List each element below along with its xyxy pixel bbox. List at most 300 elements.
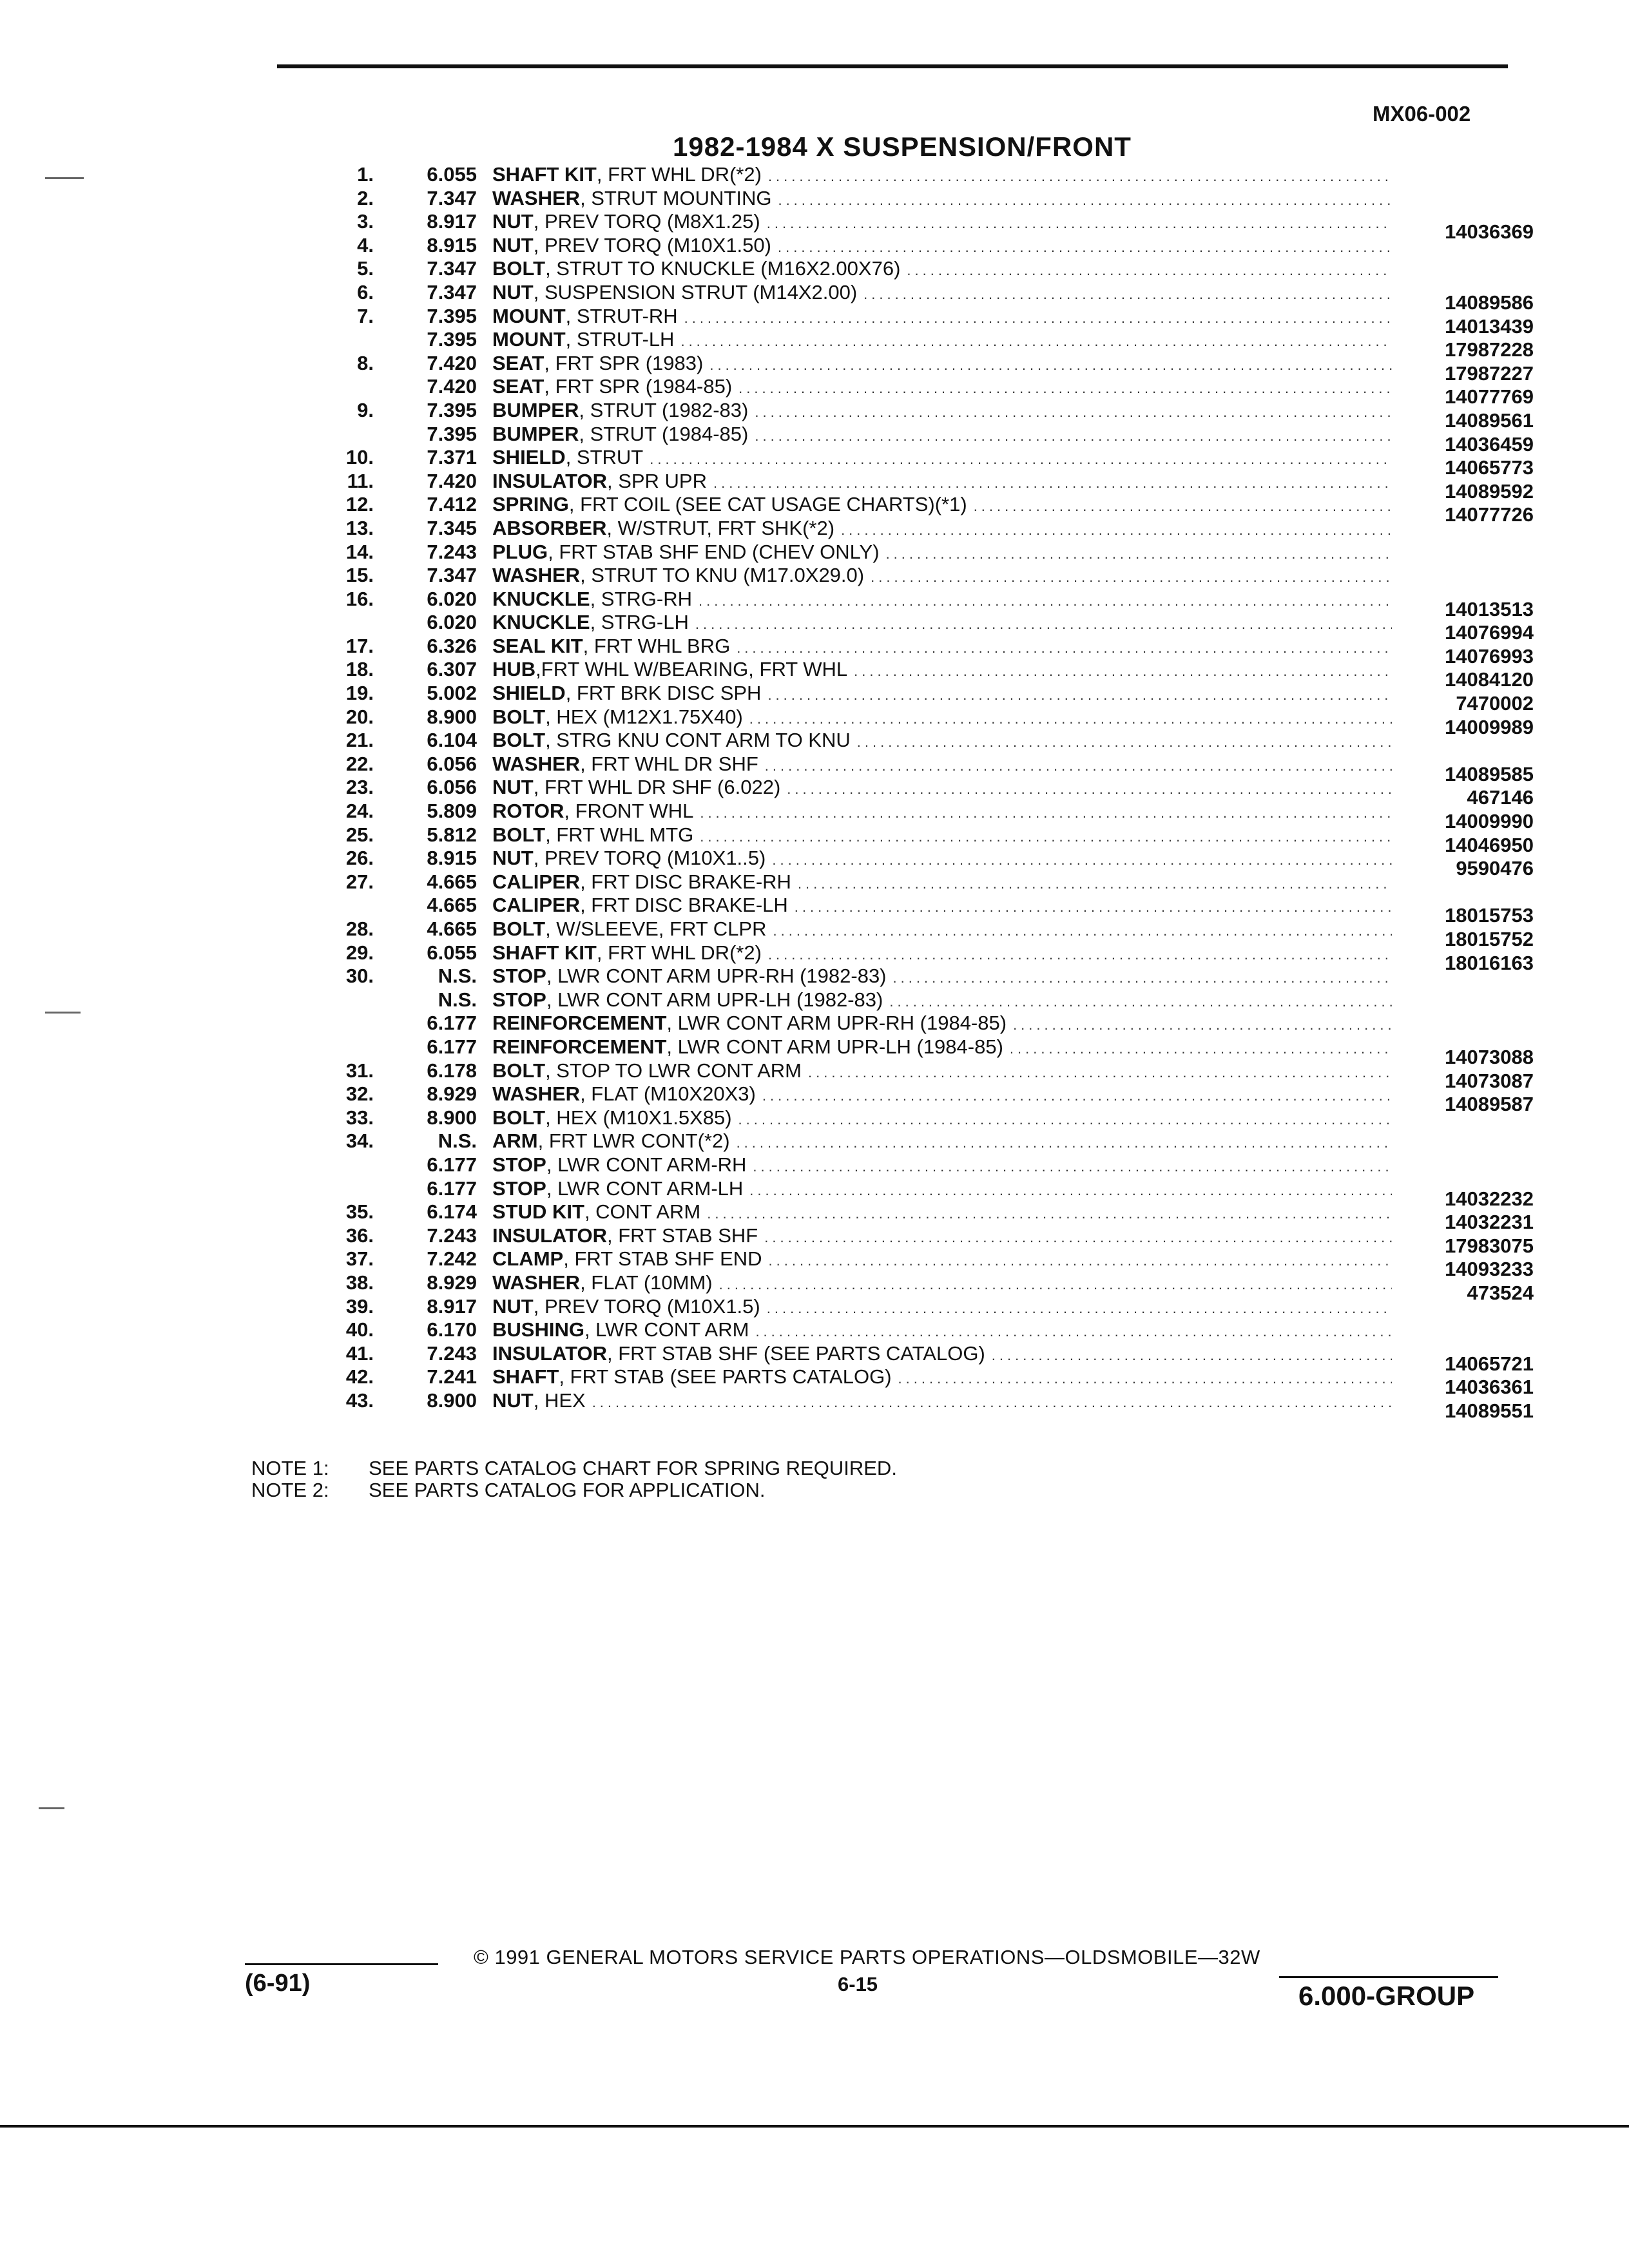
- leader-dots: [808, 1064, 1392, 1081]
- part-detail: , SUSPENSION STRUT (M14X2.00): [533, 280, 858, 303]
- parts-row: [309, 847, 1534, 880]
- part-number: 473524: [1467, 1281, 1534, 1304]
- notes: [251, 1457, 897, 1501]
- part-detail: , LWR CONT ARM-LH: [546, 1177, 744, 1200]
- group-number: 7.241: [427, 1365, 477, 1389]
- part-description: [492, 682, 1392, 705]
- item-number: 36.: [345, 1224, 374, 1247]
- part-detail: , FLAT (10MM): [580, 1271, 713, 1294]
- part-description: [492, 706, 1392, 729]
- group-number: 7.420: [427, 351, 477, 374]
- leader-dots: [695, 616, 1392, 632]
- part-detail: , LWR CONT ARM UPR-LH (1982-83): [546, 988, 883, 1011]
- leader-dots: [738, 1111, 1392, 1128]
- part-detail: , FRT STAB SHF (SEE PARTS CATALOG): [606, 1341, 985, 1365]
- group-number: 8.929: [427, 1082, 477, 1106]
- leader-dots: [767, 215, 1392, 231]
- part-detail: , HEX (M10X1.5X85): [545, 1106, 732, 1129]
- part-description: [492, 918, 1392, 941]
- part-name: SHAFT KIT: [492, 163, 597, 186]
- part-description: [492, 753, 1392, 776]
- item-number: 3.: [357, 210, 374, 233]
- part-name: REINFORCEMENT: [492, 1035, 667, 1058]
- part-name: WASHER: [492, 1271, 581, 1294]
- part-detail: , FRT WHL MTG: [545, 823, 694, 846]
- parts-row: [309, 1318, 1534, 1342]
- part-name: SEAT: [492, 375, 545, 398]
- part-number: 14013439: [1445, 314, 1534, 338]
- leader-dots: [898, 1370, 1392, 1387]
- part-description: [492, 446, 1392, 469]
- parts-row: [309, 257, 1534, 281]
- parts-row: [309, 587, 1534, 620]
- part-description: [492, 1059, 1392, 1082]
- scan-mark: [39, 1807, 64, 1809]
- group-number: 7.395: [427, 422, 477, 445]
- group-number: 8.917: [427, 1294, 477, 1318]
- group-number: 6.178: [427, 1059, 477, 1082]
- part-name: SHIELD: [492, 446, 566, 469]
- part-description: [492, 800, 1392, 823]
- top-rule: [277, 64, 1508, 68]
- item-number: 23.: [345, 776, 374, 799]
- parts-row: [309, 1271, 1534, 1304]
- item-number: 11.: [347, 469, 374, 492]
- parts-row: [309, 658, 1534, 691]
- parts-row: [309, 328, 1534, 361]
- item-number: 21.: [345, 729, 374, 752]
- leader-dots: [773, 923, 1392, 939]
- leader-dots: [762, 1088, 1392, 1104]
- part-number: 14046950: [1445, 833, 1534, 856]
- item-number: 26.: [345, 847, 374, 870]
- part-number: 14077726: [1445, 503, 1534, 526]
- part-name: BUSHING: [492, 1318, 584, 1341]
- part-detail: , LWR CONT ARM: [584, 1318, 749, 1341]
- part-description: [492, 729, 1392, 752]
- part-name: SHIELD: [492, 682, 566, 705]
- group-number: 7.395: [427, 304, 477, 327]
- part-number: 17987227: [1445, 361, 1534, 385]
- leader-dots: [889, 994, 1392, 1010]
- part-detail: , STRG KNU CONT ARM TO KNU: [545, 729, 851, 752]
- leader-dots: [787, 781, 1392, 797]
- leader-dots: [755, 1323, 1392, 1340]
- part-description: [492, 210, 1392, 233]
- part-detail: , FRT WHL BRG: [583, 634, 731, 657]
- part-name: STUD KIT: [492, 1200, 584, 1224]
- part-detail: , CONT ARM: [584, 1200, 701, 1224]
- part-number: 467146: [1467, 786, 1534, 809]
- parts-row: [309, 800, 1534, 833]
- part-detail: , FRT DISC BRAKE-LH: [580, 894, 788, 917]
- part-number: 14009990: [1445, 810, 1534, 833]
- part-name: BOLT: [492, 1106, 546, 1129]
- part-description: [492, 305, 1392, 328]
- group-number: 6.055: [427, 941, 477, 964]
- item-number: 4.: [357, 233, 374, 256]
- part-detail: , FRT SPR (1983): [544, 351, 704, 374]
- part-number: 14089586: [1445, 291, 1534, 314]
- leader-dots: [767, 1300, 1392, 1316]
- group-number: 7.412: [427, 493, 477, 516]
- part-number: 14093233: [1445, 1258, 1534, 1281]
- parts-row: [309, 1224, 1534, 1257]
- leader-dots: [992, 1347, 1392, 1363]
- parts-row: [309, 965, 1534, 988]
- part-description: [492, 823, 1392, 847]
- leader-dots: [713, 475, 1392, 491]
- parts-row: [309, 469, 1534, 503]
- part-name: BOLT: [492, 823, 546, 846]
- part-description: [492, 493, 1392, 516]
- parts-row: [309, 682, 1534, 715]
- group-number: 6.020: [427, 587, 477, 610]
- group-number: 7.345: [427, 516, 477, 539]
- part-name: WASHER: [492, 564, 581, 587]
- item-number: 7.: [357, 304, 374, 327]
- part-description: [492, 1153, 1392, 1177]
- parts-row: [309, 823, 1534, 856]
- part-description: [492, 470, 1392, 493]
- leader-dots: [719, 1276, 1392, 1293]
- part-description: [492, 870, 1392, 894]
- item-number: 5.: [357, 257, 374, 280]
- part-detail: , STRUT: [565, 446, 644, 469]
- part-name: REINFORCEMENT: [492, 1012, 667, 1035]
- item-number: 31.: [345, 1059, 374, 1082]
- part-description: [492, 1295, 1392, 1318]
- part-number: 14077769: [1445, 385, 1534, 408]
- group-number: 6.177: [427, 1012, 477, 1035]
- item-number: 9.: [357, 398, 374, 421]
- leader-dots: [854, 663, 1392, 679]
- leader-dots: [749, 711, 1392, 727]
- part-name: HUB: [492, 658, 536, 681]
- group-number: 8.915: [427, 847, 477, 870]
- item-number: 15.: [345, 564, 374, 587]
- item-number: 24.: [345, 800, 374, 823]
- leader-dots: [680, 333, 1392, 349]
- parts-row: [309, 941, 1534, 974]
- leader-dots: [871, 569, 1392, 585]
- note-label: NOTE 2:: [251, 1479, 329, 1501]
- part-name: CLAMP: [492, 1247, 564, 1271]
- parts-row: [309, 304, 1534, 338]
- part-number: 18015753: [1445, 904, 1534, 927]
- leader-dots: [755, 404, 1392, 420]
- part-name: MOUNT: [492, 328, 566, 351]
- group-number: 6.177: [427, 1177, 477, 1200]
- parts-row: [309, 1153, 1534, 1177]
- part-name: STOP: [492, 988, 546, 1011]
- part-detail: , W/STRUT, FRT SHK(*2): [606, 516, 835, 539]
- group-number: 5.812: [427, 823, 477, 846]
- parts-row: [309, 894, 1534, 927]
- part-name: NUT: [492, 776, 534, 799]
- item-number: 30.: [345, 965, 374, 988]
- leader-dots: [778, 192, 1392, 208]
- group-number: 7.347: [427, 564, 477, 587]
- part-description: [492, 1035, 1392, 1059]
- part-number: 14089592: [1445, 479, 1534, 503]
- part-description: [492, 658, 1392, 681]
- part-description: [492, 941, 1392, 965]
- note-row: [251, 1457, 897, 1479]
- part-description: [492, 1224, 1392, 1247]
- group-number: 4.665: [427, 870, 477, 893]
- leader-dots: [764, 1229, 1392, 1245]
- part-description: [492, 1200, 1392, 1224]
- part-detail: , FRT BRK DISC SPH: [565, 682, 762, 705]
- parts-row: [309, 776, 1534, 809]
- leader-dots: [709, 357, 1392, 373]
- part-number: 14073088: [1445, 1045, 1534, 1068]
- group-number: 6.104: [427, 729, 477, 752]
- part-name: STOP: [492, 965, 546, 988]
- group-number: N.S.: [438, 1129, 477, 1153]
- part-detail: , FRT DISC BRAKE-RH: [580, 870, 791, 893]
- part-description: [492, 1177, 1392, 1200]
- item-number: 20.: [345, 705, 374, 728]
- part-name: KNUCKLE: [492, 611, 590, 634]
- part-name: STOP: [492, 1153, 546, 1176]
- leader-dots: [753, 1158, 1392, 1175]
- parts-row: [309, 163, 1534, 187]
- part-description: [492, 1247, 1392, 1271]
- leader-dots: [767, 687, 1392, 703]
- leader-dots: [974, 498, 1392, 514]
- part-number: 14065721: [1445, 1352, 1534, 1375]
- part-name: SPRING: [492, 493, 569, 516]
- part-number: 14076994: [1445, 621, 1534, 644]
- parts-row: [309, 234, 1534, 258]
- group-number: 8.900: [427, 1106, 477, 1129]
- part-description: [492, 988, 1392, 1012]
- item-number: 13.: [345, 516, 374, 539]
- page-title: 1982-1984 X SUSPENSION/FRONT: [673, 131, 1132, 162]
- item-number: 41.: [345, 1341, 374, 1365]
- part-description: [492, 1365, 1392, 1389]
- part-detail: , STOP TO LWR CONT ARM: [545, 1059, 802, 1082]
- group-number: 7.243: [427, 1224, 477, 1247]
- part-name: INSULATOR: [492, 1341, 607, 1365]
- leader-dots: [768, 168, 1392, 184]
- group-number: 6.056: [427, 776, 477, 799]
- item-number: 43.: [345, 1389, 374, 1412]
- part-description: [492, 1318, 1392, 1341]
- item-number: 16.: [345, 587, 374, 610]
- footer-right-rule: [1279, 1976, 1498, 1978]
- leader-dots: [737, 1135, 1392, 1151]
- parts-row: [309, 729, 1534, 753]
- leader-dots: [769, 1253, 1392, 1269]
- part-detail: , LWR CONT ARM UPR-RH (1984-85): [666, 1012, 1007, 1035]
- parts-row: [309, 752, 1534, 785]
- parts-row: [309, 1082, 1534, 1116]
- leader-dots: [841, 522, 1392, 538]
- parts-row: [309, 1059, 1534, 1092]
- part-detail: , FRT COIL (SEE CAT USAGE CHARTS)(*1): [568, 493, 967, 516]
- parts-row: [309, 541, 1534, 564]
- part-name: NUT: [492, 210, 534, 233]
- parts-row: [309, 446, 1534, 479]
- leader-dots: [650, 451, 1392, 467]
- part-description: [492, 1082, 1392, 1106]
- leader-dots: [737, 640, 1392, 656]
- part-description: [492, 257, 1392, 280]
- part-detail: , W/SLEEVE, FRT CLPR: [545, 918, 767, 940]
- part-number: 14036459: [1445, 432, 1534, 456]
- part-number: 9590476: [1456, 857, 1534, 880]
- part-detail: , HEX (M12X1.75X40): [545, 705, 743, 728]
- part-name: BUMPER: [492, 422, 579, 445]
- group-number: 7.347: [427, 280, 477, 303]
- group-number: 8.929: [427, 1271, 477, 1294]
- parts-row: [309, 517, 1534, 541]
- part-name: BOLT: [492, 257, 546, 280]
- document-code: MX06-002: [1373, 102, 1471, 126]
- leader-dots: [592, 1394, 1392, 1410]
- part-detail: , LWR CONT ARM UPR-RH (1982-83): [546, 965, 887, 988]
- leader-dots: [772, 852, 1392, 868]
- part-description: [492, 847, 1392, 870]
- part-description: [492, 1129, 1392, 1153]
- part-number: 14076993: [1445, 644, 1534, 668]
- bottom-rule: [0, 2125, 1629, 2128]
- item-number: 22.: [345, 752, 374, 775]
- leader-dots: [699, 593, 1392, 609]
- parts-row: [309, 1106, 1534, 1130]
- part-description: [492, 611, 1392, 634]
- leader-dots: [684, 310, 1392, 326]
- part-detail: , FRONT WHL: [564, 800, 694, 823]
- part-name: SEAL KIT: [492, 634, 583, 657]
- item-number: 17.: [345, 634, 374, 657]
- part-number: 14089551: [1445, 1399, 1534, 1422]
- part-number: 14032232: [1445, 1187, 1534, 1210]
- leader-dots: [886, 546, 1392, 562]
- leader-dots: [700, 829, 1392, 845]
- group-number: 5.002: [427, 682, 477, 705]
- part-name: SEAT: [492, 351, 545, 374]
- item-number: 2.: [357, 186, 374, 209]
- part-name: BOLT: [492, 918, 546, 940]
- leader-dots: [755, 428, 1392, 444]
- part-description: [492, 399, 1392, 422]
- parts-row: [309, 1389, 1534, 1422]
- group-number: 7.347: [427, 186, 477, 209]
- part-description: [492, 517, 1392, 540]
- note-text: SEE PARTS CATALOG CHART FOR SPRING REQUIRED.: [369, 1457, 897, 1479]
- part-name: NUT: [492, 1389, 534, 1412]
- part-detail: , FRT WHL DR SHF (6.022): [533, 776, 781, 799]
- part-detail: , STRG-LH: [590, 611, 689, 634]
- part-name: SHAFT: [492, 1365, 559, 1389]
- part-description: [492, 1271, 1392, 1294]
- part-description: [492, 1106, 1392, 1129]
- group-number: 6.174: [427, 1200, 477, 1224]
- parts-row: [309, 210, 1534, 244]
- parts-row: [309, 918, 1534, 950]
- page-number: 6-15: [838, 1973, 878, 1995]
- group-number: 8.900: [427, 705, 477, 728]
- group-number: 7.347: [427, 257, 477, 280]
- item-number: 42.: [345, 1365, 374, 1389]
- group-number: 7.371: [427, 446, 477, 469]
- item-number: 6.: [357, 280, 374, 303]
- item-number: 35.: [345, 1200, 374, 1224]
- group-number: 6.055: [427, 163, 477, 186]
- group-number: 4.665: [427, 894, 477, 917]
- group-number: 6.307: [427, 658, 477, 681]
- part-detail: , STRUT-RH: [565, 304, 678, 327]
- part-name: ROTOR: [492, 800, 564, 823]
- part-description: [492, 163, 1392, 186]
- note-label: NOTE 1:: [251, 1457, 329, 1479]
- group-number: 8.917: [427, 210, 477, 233]
- part-name: BOLT: [492, 1059, 546, 1082]
- group-number: 6.326: [427, 634, 477, 657]
- scan-mark: [45, 1012, 81, 1014]
- item-number: 1.: [357, 163, 374, 186]
- group-number: 8.900: [427, 1389, 477, 1412]
- parts-row: [309, 351, 1534, 385]
- leader-dots: [738, 380, 1392, 396]
- parts-row: [309, 1247, 1534, 1281]
- part-detail: , FRT SPR (1984-85): [544, 375, 733, 398]
- part-number: 14036361: [1445, 1376, 1534, 1399]
- item-number: 28.: [345, 918, 374, 940]
- part-number: 7470002: [1456, 692, 1534, 715]
- parts-row: [309, 187, 1534, 211]
- part-number: 14009989: [1445, 715, 1534, 738]
- part-number: 14089587: [1445, 1093, 1534, 1116]
- parts-row: [309, 1035, 1534, 1068]
- part-description: [492, 1389, 1392, 1412]
- note-text: SEE PARTS CATALOG FOR APPLICATION.: [369, 1479, 766, 1501]
- part-description: [492, 541, 1392, 564]
- item-number: 32.: [345, 1082, 374, 1106]
- part-name: KNUCKLE: [492, 587, 590, 610]
- item-number: 29.: [345, 941, 374, 964]
- group-label: 6.000-GROUP: [1298, 1981, 1475, 2011]
- part-detail: , FRT WHL DR(*2): [596, 163, 762, 186]
- part-number: 14036369: [1445, 220, 1534, 244]
- item-number: 14.: [345, 540, 374, 563]
- part-description: [492, 281, 1392, 304]
- group-number: 7.395: [427, 328, 477, 351]
- group-number: 6.056: [427, 752, 477, 775]
- parts-row: [309, 611, 1534, 644]
- group-number: 7.420: [427, 375, 477, 398]
- part-description: [492, 635, 1392, 658]
- part-name: CALIPER: [492, 894, 581, 917]
- parts-row: [309, 634, 1534, 668]
- item-number: 39.: [345, 1294, 374, 1318]
- part-name: WASHER: [492, 1082, 581, 1106]
- part-description: [492, 965, 1392, 988]
- group-number: N.S.: [438, 988, 477, 1011]
- part-name: WASHER: [492, 186, 581, 209]
- part-detail: , STRUT (1984-85): [579, 422, 749, 445]
- part-description: [492, 588, 1392, 611]
- parts-row: [309, 1129, 1534, 1153]
- part-name: NUT: [492, 1294, 534, 1318]
- part-detail: , HEX: [533, 1389, 586, 1412]
- part-detail: , PREV TORQ (M10X1.5): [533, 1294, 760, 1318]
- group-number: 7.395: [427, 398, 477, 421]
